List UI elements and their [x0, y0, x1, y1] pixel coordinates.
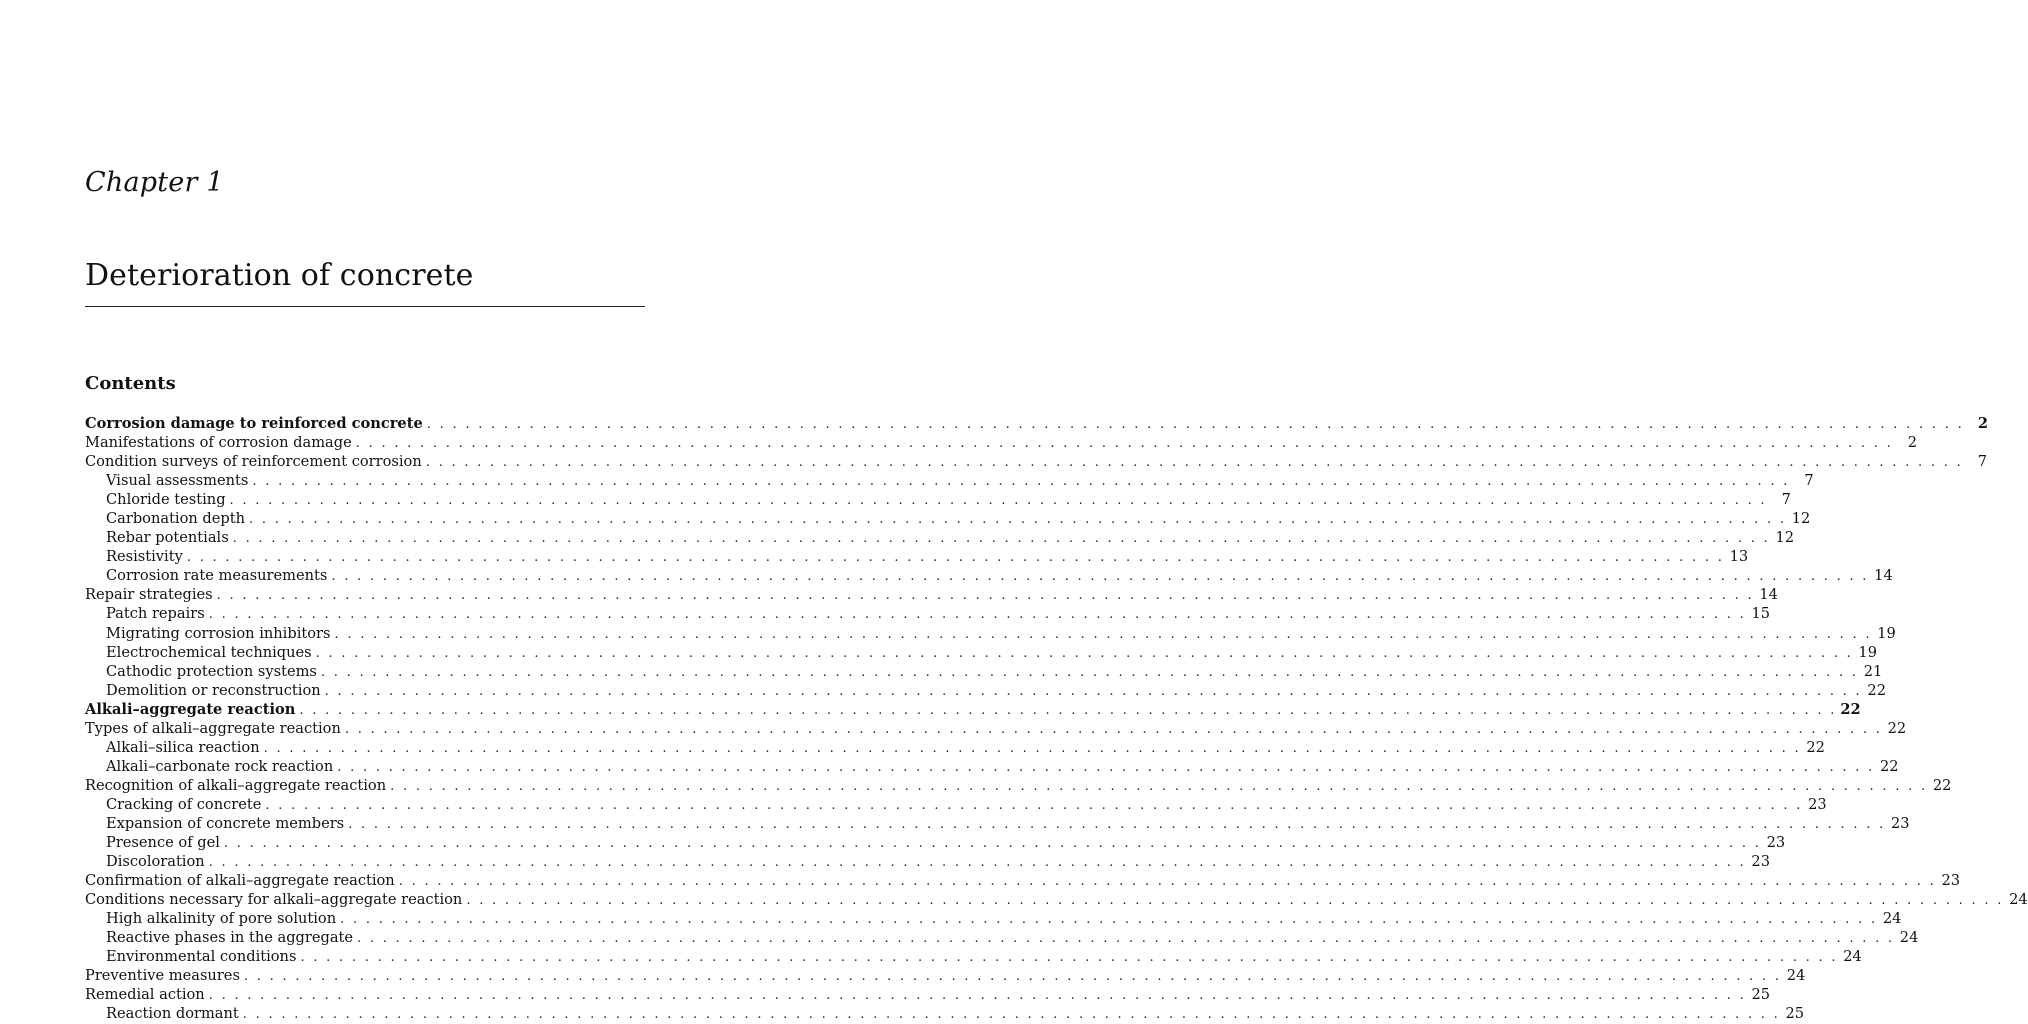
toc-entry-title: Chloride testing	[106, 491, 226, 509]
toc-entry-title: Carbonation depth	[106, 510, 246, 528]
toc-entry-title: Corrosion damage to reinforced concrete	[85, 415, 423, 432]
toc-entry[interactable]	[85, 909, 1902, 928]
toc-entry[interactable]	[85, 757, 1899, 776]
toc-entry-page: 23	[1808, 795, 1827, 813]
toc-entry-page: 13	[1729, 548, 1749, 566]
toc-entry[interactable]	[85, 624, 1896, 643]
toc-entry-page: 24	[1786, 967, 1806, 985]
toc-entry[interactable]	[85, 871, 1961, 890]
dot-leader: . . . . . . . . . . . . . . . . . . . . . . . . . . . . . . . . . . . . . . . . . . . . . . . . . . . . . . . . . . . . . . . . . . . . . . . . . . . . . . . . . . . . . . . . . . . . . . . . . . . . . . . . . . . . . . . . . . . . . . . .	[208, 855, 1746, 871]
toc-entry-title: High alkalinity of pore solution	[106, 910, 337, 928]
dot-leader: . . . . . . . . . . . . . . . . . . . . . . . . . . . . . . . . . . . . . . . . . . . . . . . . . . . . . . . . . . . . . . . . . . . . . . . . . . . . . . . . . . . . . . . . . . . . . . . . . . . . . . . . . . . . . . . . . . . . . . . .	[300, 950, 1838, 966]
toc-entry-page: 14	[1874, 567, 1893, 585]
dot-leader: . . . . . . . . . . . . . . . . . . . . . . . . . . . . . . . . . . . . . . . . . . . . . . . . . . . . . . . . . . . . . . . . . . . . . . . . . . . . . . . . . . . . . . . . . . . . . . . . . . . . . . . . . . . . . . . . . . . . . . . .	[398, 874, 1937, 890]
toc-entry[interactable]	[85, 985, 1771, 1004]
toc-entry-page: 22	[1932, 776, 1952, 794]
toc-entry-page: 7	[1804, 472, 1814, 490]
toc-entry-page: 23	[1941, 872, 1961, 890]
toc-entry-page: 23	[1751, 853, 1770, 871]
toc-entry-title: Conditions necessary for alkali–aggregate reaction	[85, 891, 463, 909]
dot-leader: . . . . . . . . . . . . . . . . . . . . . . . . . . . . . . . . . . . . . . . . . . . . . . . . . . . . . . . . . . . . . . . . . . . . . . . . . . . . . . . . . . . . . . . . . . . . . . . . . . . . . . . . . . . . . . . . . . . . . . . .	[242, 1007, 1781, 1023]
toc-entry-page: 21	[1863, 662, 1883, 680]
title-divider	[85, 306, 645, 307]
toc-entry-page: 22	[1806, 738, 1825, 756]
toc-entry[interactable]	[85, 852, 1770, 871]
toc-entry-title: Alkali–silica reaction	[106, 738, 260, 756]
toc-entry-page: 15	[1751, 605, 1771, 623]
toc-entry[interactable]	[85, 738, 1825, 757]
toc-entry[interactable]	[85, 833, 1786, 852]
table-of-contents	[85, 414, 2028, 1024]
toc-entry[interactable]	[85, 928, 1919, 947]
toc-entry-page: 14	[1759, 586, 1778, 604]
toc-entry[interactable]	[85, 509, 1811, 528]
toc-entry-page: 25	[1751, 986, 1771, 1004]
toc-entry-title: Recognition of alkali–aggregate reaction	[85, 776, 387, 794]
toc-entry-title: Expansion of concrete members	[106, 814, 345, 832]
toc-entry-page: 22	[1840, 700, 1861, 718]
toc-entry-title: Repair strategies	[85, 586, 213, 604]
dot-leader: . . . . . . . . . . . . . . . . . . . . . . . . . . . . . . . . . . . . . . . . . . . . . . . . . . . . . . . . . . . . . . . . . . . . . . . . . . . . . . . . . . . . . . . . . . . . . . . . . . . . . . . . . . . . . . . . . . . . . . . .	[223, 836, 1762, 852]
dot-leader: . . . . . . . . . . . . . . . . . . . . . . . . . . . . . . . . . . . . . . . . . . . . . . . . . . . . . . . . . . . . . . . . . . . . . . . . . . . . . . . . . . . . . . . . . . . . . . . . . . . . . . . . . . . . . . . . . . . . . . . .	[426, 417, 1965, 432]
dot-leader: . . . . . . . . . . . . . . . . . . . . . . . . . . . . . . . . . . . . . . . . . . . . . . . . . . . . . . . . . . . . . . . . . . . . . . . . . . . . . . . . . . . . . . . . . . . . . . . . . . . . . . . . . . . . . . . . . . . . . . . .	[186, 550, 1725, 566]
dot-leader: . . . . . . . . . . . . . . . . . . . . . . . . . . . . . . . . . . . . . . . . . . . . . . . . . . . . . . . . . . . . . . . . . . . . . . . . . . . . . . . . . . . . . . . . . . . . . . . . . . . . . . . . . . . . . . . . . . . . . . . .	[390, 778, 1928, 794]
toc-entry[interactable]	[85, 890, 2028, 909]
toc-entry-page: 7	[1977, 453, 1988, 471]
toc-entry-title: Reactive phases in the aggregate	[106, 929, 354, 947]
toc-entry[interactable]	[85, 700, 1861, 719]
dot-leader: . . . . . . . . . . . . . . . . . . . . . . . . . . . . . . . . . . . . . . . . . . . . . . . . . . . . . . . . . . . . . . . . . . . . . . . . . . . . . . . . . . . . . . . . . . . . . . . . . . . . . . . . . . . . . . . . . . . . . . . .	[344, 721, 1883, 737]
toc-entry[interactable]	[85, 776, 1952, 795]
toc-entry-page: 2	[1907, 434, 1918, 452]
toc-entry-title: Types of alkali–aggregate reaction	[85, 719, 341, 737]
dot-leader: . . . . . . . . . . . . . . . . . . . . . . . . . . . . . . . . . . . . . . . . . . . . . . . . . . . . . . . . . . . . . . . . . . . . . . . . . . . . . . . . . . . . . . . . . . . . . . . . . . . . . . . . . . . . . . . . . . . . . . . .	[340, 912, 1878, 928]
toc-entry[interactable]	[85, 814, 1910, 833]
toc-entry-page: 2	[1977, 415, 1989, 432]
dot-leader: . . . . . . . . . . . . . . . . . . . . . . . . . . . . . . . . . . . . . . . . . . . . . . . . . . . . . . . . . . . . . . . . . . . . . . . . . . . . . . . . . . . . . . . . . . . . . . . . . . . . . . . . . . . . . . . . . . . . . . . .	[208, 607, 1747, 623]
toc-entry-title: Confirmation of alkali–aggregate reaction	[85, 872, 395, 890]
toc-entry-page: 24	[1843, 948, 1862, 966]
toc-entry[interactable]	[85, 662, 1883, 681]
toc-entry-title: Cathodic protection systems	[106, 662, 317, 680]
toc-entry-page: 22	[1887, 719, 1907, 737]
dot-leader: . . . . . . . . . . . . . . . . . . . . . . . . . . . . . . . . . . . . . . . . . . . . . . . . . . . . . . . . . . . . . . . . . . . . . . . . . . . . . . . . . . . . . . . . . . . . . . . . . . . . . . . . . . . . . . . . . . . . . . . .	[357, 931, 1895, 947]
dot-leader: . . . . . . . . . . . . . . . . . . . . . . . . . . . . . . . . . . . . . . . . . . . . . . . . . . . . . . . . . . . . . . . . . . . . . . . . . . . . . . . . . . . . . . . . . . . . . . . . . . . . . . . . . . . . . . . . . . . . . . . .	[324, 683, 1862, 699]
toc-entry-page: 23	[1890, 814, 1910, 832]
toc-entry-page: 19	[1858, 643, 1877, 661]
toc-entry-page: 12	[1791, 510, 1811, 528]
chapter-label: Chapter 1	[85, 167, 224, 198]
toc-entry[interactable]	[85, 433, 1918, 452]
toc-entry-page: 22	[1879, 757, 1899, 775]
toc-entry-page: 24	[1882, 910, 1902, 928]
dot-leader: . . . . . . . . . . . . . . . . . . . . . . . . . . . . . . . . . . . . . . . . . . . . . . . . . . . . . . . . . . . . . . . . . . . . . . . . . . . . . . . . . . . . . . . . . . . . . . . . . . . . . . . . . . . . . . . . . . . . . . . .	[229, 493, 1767, 509]
dot-leader: . . . . . . . . . . . . . . . . . . . . . . . . . . . . . . . . . . . . . . . . . . . . . . . . . . . . . . . . . . . . . . . . . . . . . . . . . . . . . . . . . . . . . . . . . . . . . . . . . . . . . . . . . . . . . . . . . . . . . . . .	[216, 588, 1754, 604]
toc-entry-page: 24	[2009, 891, 2028, 909]
toc-entry-page: 7	[1781, 491, 1791, 509]
toc-entry-title: Demolition or reconstruction	[106, 681, 321, 699]
toc-entry[interactable]	[85, 966, 1806, 985]
toc-entry-title: Visual assessments	[106, 472, 249, 490]
toc-entry-title: Alkali–carbonate rock reaction	[106, 757, 334, 775]
toc-entry[interactable]	[85, 643, 1877, 662]
toc-entry[interactable]	[85, 585, 1778, 604]
toc-entry[interactable]	[85, 566, 1893, 585]
toc-entry-page: 23	[1766, 834, 1786, 852]
toc-entry-page: 22	[1867, 681, 1886, 699]
toc-entry-title: Electrochemical techniques	[106, 643, 312, 661]
toc-entry-title: Remedial action	[85, 986, 205, 1004]
toc-entry[interactable]	[85, 547, 1749, 566]
dot-leader: . . . . . . . . . . . . . . . . . . . . . . . . . . . . . . . . . . . . . . . . . . . . . . . . . . . . . . . . . . . . . . . . . . . . . . . . . . . . . . . . . . . . . . . . . . . . . . . . . . . . . . . . . . . . . . . . . . . . . . . .	[466, 893, 2004, 909]
dot-leader: . . . . . . . . . . . . . . . . . . . . . . . . . . . . . . . . . . . . . . . . . . . . . . . . . . . . . . . . . . . . . . . . . . . . . . . . . . . . . . . . . . . . . . . . . . . . . . . . . . . . . . . . . . . . . . . . . . . . . . . .	[334, 626, 1872, 642]
toc-entry-title: Patch repairs	[106, 605, 205, 623]
dot-leader: . . . . . . . . . . . . . . . . . . . . . . . . . . . . . . . . . . . . . . . . . . . . . . . . . . . . . . . . . . . . . . . . . . . . . . . . . . . . . . . . . . . . . . . . . . . . . . . . . . . . . . . . . . . . . . . . . . . . . . . .	[337, 759, 1875, 775]
toc-entry-page: 12	[1775, 529, 1795, 547]
toc-entry[interactable]	[85, 947, 1862, 966]
toc-entry-title: Presence of gel	[106, 834, 220, 852]
toc-entry[interactable]	[85, 604, 1771, 623]
toc-entry-title: Environmental conditions	[106, 948, 297, 966]
toc-entry-title: Cracking of concrete	[106, 795, 262, 813]
toc-entry-title: Reaction dormant	[106, 1005, 239, 1023]
dot-leader: . . . . . . . . . . . . . . . . . . . . . . . . . . . . . . . . . . . . . . . . . . . . . . . . . . . . . . . . . . . . . . . . . . . . . . . . . . . . . . . . . . . . . . . . . . . . . . . . . . . . . . . . . . . . . . . . . . . . . . . .	[315, 645, 1853, 661]
toc-entry[interactable]	[85, 1004, 1805, 1023]
dot-leader: . . . . . . . . . . . . . . . . . . . . . . . . . . . . . . . . . . . . . . . . . . . . . . . . . . . . . . . . . . . . . . . . . . . . . . . . . . . . . . . . . . . . . . . . . . . . . . . . . . . . . . . . . . . . . . . . . . . . . . . .	[355, 436, 1894, 452]
toc-entry-title: Condition surveys of reinforcement corrosion	[85, 453, 422, 471]
toc-entry-title: Discoloration	[106, 853, 205, 871]
dot-leader: . . . . . . . . . . . . . . . . . . . . . . . . . . . . . . . . . . . . . . . . . . . . . . . . . . . . . . . . . . . . . . . . . . . . . . . . . . . . . . . . . . . . . . . . . . . . . . . . . . . . . . . . . . . . . . . . . . . . . . . .	[331, 569, 1869, 585]
toc-entry-title: Alkali–aggregate reaction	[85, 700, 296, 718]
dot-leader: . . . . . . . . . . . . . . . . . . . . . . . . . . . . . . . . . . . . . . . . . . . . . . . . . . . . . . . . . . . . . . . . . . . . . . . . . . . . . . . . . . . . . . . . . . . . . . . . . . . . . . . . . . . . . . . . . . . . . . . .	[425, 455, 1964, 471]
dot-leader: . . . . . . . . . . . . . . . . . . . . . . . . . . . . . . . . . . . . . . . . . . . . . . . . . . . . . . . . . . . . . . . . . . . . . . . . . . . . . . . . . . . . . . . . . . . . . . . . . . . . . . . . . . . . . . . . . . . . . . . .	[263, 740, 1801, 756]
toc-entry[interactable]	[85, 719, 1907, 738]
dot-leader: . . . . . . . . . . . . . . . . . . . . . . . . . . . . . . . . . . . . . . . . . . . . . . . . . . . . . . . . . . . . . . . . . . . . . . . . . . . . . . . . . . . . . . . . . . . . . . . . . . . . . . . . . . . . . . . . . . . . . . . .	[252, 474, 1790, 490]
dot-leader: . . . . . . . . . . . . . . . . . . . . . . . . . . . . . . . . . . . . . . . . . . . . . . . . . . . . . . . . . . . . . . . . . . . . . . . . . . . . . . . . . . . . . . . . . . . . . . . . . . . . . . . . . . . . . . . . . . . . . . . .	[265, 797, 1803, 813]
toc-entry[interactable]	[85, 452, 1988, 471]
chapter-title: Deterioration of concrete	[85, 258, 474, 293]
toc-entry-title: Preventive measures	[85, 967, 240, 985]
toc-entry[interactable]	[85, 490, 1791, 509]
dot-leader: . . . . . . . . . . . . . . . . . . . . . . . . . . . . . . . . . . . . . . . . . . . . . . . . . . . . . . . . . . . . . . . . . . . . . . . . . . . . . . . . . . . . . . . . . . . . . . . . . . . . . . . . . . . . . . . . . . . . . . . .	[249, 512, 1787, 528]
toc-entry-page: 24	[1899, 929, 1919, 947]
toc-entry-title: Resistivity	[106, 548, 183, 566]
dot-leader: . . . . . . . . . . . . . . . . . . . . . . . . . . . . . . . . . . . . . . . . . . . . . . . . . . . . . . . . . . . . . . . . . . . . . . . . . . . . . . . . . . . . . . . . . . . . . . . . . . . . . . . . . . . . . . . . . . . . . . . .	[243, 969, 1782, 985]
toc-entry[interactable]	[85, 528, 1795, 547]
toc-entry[interactable]	[85, 414, 1989, 433]
dot-leader: . . . . . . . . . . . . . . . . . . . . . . . . . . . . . . . . . . . . . . . . . . . . . . . . . . . . . . . . . . . . . . . . . . . . . . . . . . . . . . . . . . . . . . . . . . . . . . . . . . . . . . . . . . . . . . . . . . . . . . . .	[232, 531, 1771, 547]
toc-entry-title: Migrating corrosion inhibitors	[106, 624, 331, 642]
toc-entry-title: Corrosion rate measurements	[106, 567, 328, 585]
dot-leader: . . . . . . . . . . . . . . . . . . . . . . . . . . . . . . . . . . . . . . . . . . . . . . . . . . . . . . . . . . . . . . . . . . . . . . . . . . . . . . . . . . . . . . . . . . . . . . . . . . . . . . . . . . . . . . . . . . . . . . . .	[320, 664, 1859, 680]
contents-heading: Contents	[85, 373, 176, 394]
toc-entry[interactable]	[85, 795, 1827, 814]
toc-entry[interactable]	[85, 681, 1886, 700]
dot-leader: . . . . . . . . . . . . . . . . . . . . . . . . . . . . . . . . . . . . . . . . . . . . . . . . . . . . . . . . . . . . . . . . . . . . . . . . . . . . . . . . . . . . . . . . . . . . . . . . . . . . . . . . . . . . . . . . . . . . . . . .	[208, 988, 1747, 1004]
toc-entry[interactable]	[85, 471, 1814, 490]
toc-entry-title: Rebar potentials	[106, 529, 229, 547]
toc-entry-page: 19	[1877, 624, 1896, 642]
toc-entry-page: 25	[1785, 1005, 1805, 1023]
dot-leader: . . . . . . . . . . . . . . . . . . . . . . . . . . . . . . . . . . . . . . . . . . . . . . . . . . . . . . . . . . . . . . . . . . . . . . . . . . . . . . . . . . . . . . . . . . . . . . . . . . . . . . . . . . . . . . . . . . . . . . . .	[299, 702, 1837, 718]
dot-leader: . . . . . . . . . . . . . . . . . . . . . . . . . . . . . . . . . . . . . . . . . . . . . . . . . . . . . . . . . . . . . . . . . . . . . . . . . . . . . . . . . . . . . . . . . . . . . . . . . . . . . . . . . . . . . . . . . . . . . . . .	[348, 816, 1886, 832]
toc-entry-title: Manifestations of corrosion damage	[85, 434, 352, 452]
